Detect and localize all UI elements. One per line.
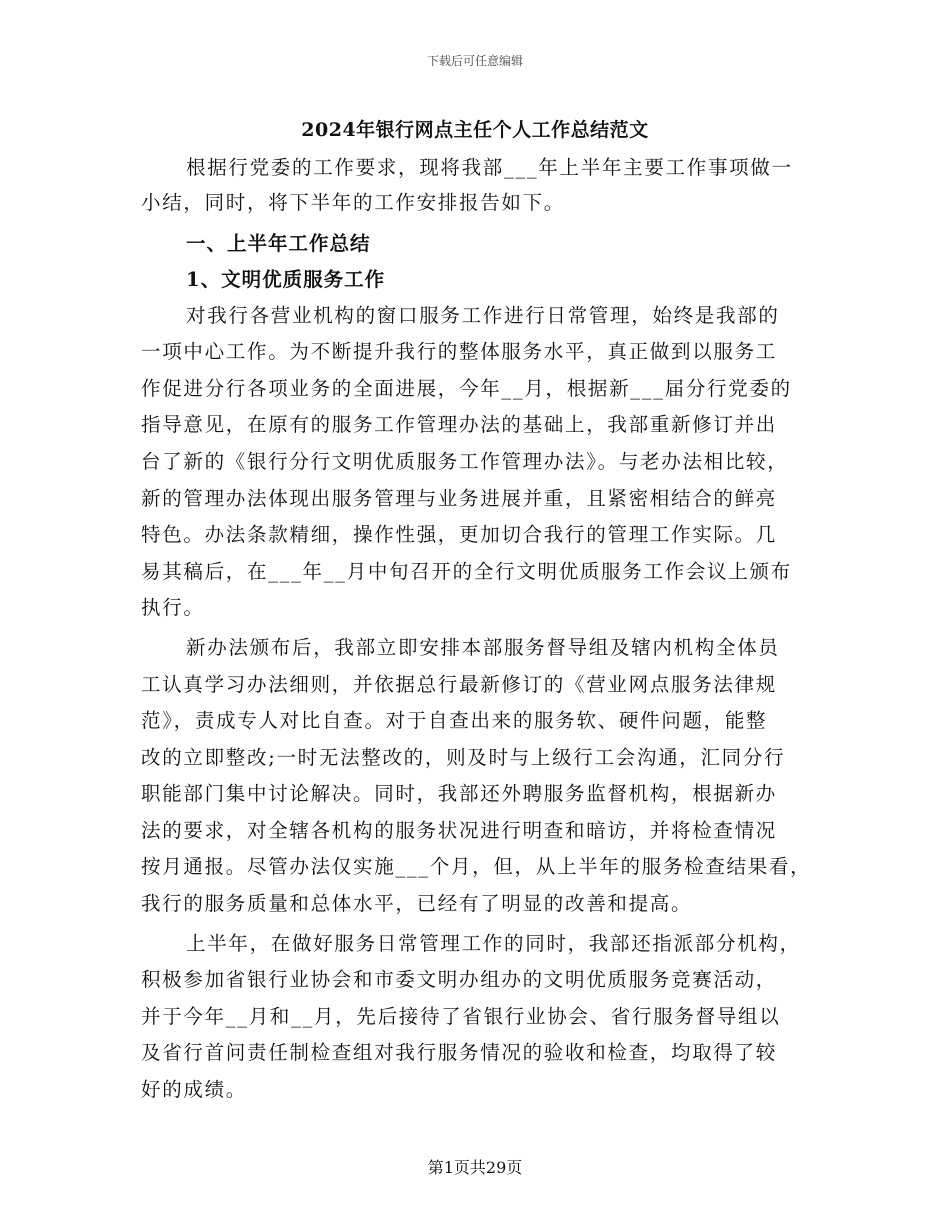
paragraph-line: 一项中心工作。为不断提升我行的整体服务水平，真正做到以服务工 [141, 340, 778, 363]
paragraph-line: 好的成绩。 [141, 1078, 248, 1101]
paragraph-line: 新的管理办法体现出服务管理与业务进展并重，且紧密相结合的鲜亮 [141, 487, 778, 510]
paragraph-line: 小结，同时，将下半年的工作安排报告如下。 [141, 191, 566, 214]
paragraph-line: 易其稿后，在___年__月中旬召开的全行文明优质服务工作会议上颁布 [141, 560, 792, 583]
paragraph-line: 作促进分行各项业务的全面进展，今年__月，根据新___届分行党委的 [141, 377, 792, 400]
paragraph-line: 新办法颁布后，我部立即安排本部服务督导组及辖内机构全体员 [186, 636, 780, 659]
paragraph-line: 范》，责成专人对比自查。对于自查出来的服务软、硬件问题，能整 [141, 709, 768, 732]
paragraph-line: 上半年，在做好服务日常管理工作的同时，我部还指派部分机构， [186, 932, 801, 955]
section-heading: 一、上半年工作总结 [186, 232, 371, 255]
paragraph-line: 特色。办法条款精细，操作性强，更加切合我行的管理工作实际。几 [141, 523, 778, 546]
paragraph-line: 改的立即整改;一时无法整改的，则及时与上级行工会沟通，汇同分行 [141, 746, 786, 769]
paragraph-line: 我行的服务质量和总体水平，已经有了明显的改善和提高。 [141, 892, 693, 915]
paragraph-line: 对我行各营业机构的窗口服务工作进行日常管理，始终是我部的 [186, 304, 780, 327]
paragraph-line: 根据行党委的工作要求，现将我部___年上半年主要工作事项做一 [186, 156, 793, 179]
page-header-note: 下载后可任意编辑 [426, 54, 523, 68]
paragraph-line: 工认真学习办法细则，并依据总行最新修订的《营业网点服务法律规 [141, 673, 778, 696]
paragraph-line: 台了新的《银行分行文明优质服务工作管理办法》。与老办法相比较， [141, 450, 789, 473]
document-title: 2024年银行网点主任个人工作总结范文 [301, 119, 649, 141]
paragraph-line: 按月通报。尽管办法仅实施___个月，但，从上半年的服务检查结果看， [141, 855, 812, 878]
paragraph-line: 指导意见，在原有的服务工作管理办法的基础上，我部重新修订并出 [141, 413, 778, 436]
paragraph-line: 并于今年__月和__月，先后接待了省银行业协会、省行服务督导组以 [141, 1005, 781, 1028]
paragraph-line: 执行。 [141, 596, 205, 619]
paragraph-line: 职能部门集中讨论解决。同时，我部还外聘服务监督机构，根据新办 [141, 782, 778, 805]
paragraph-line: 及省行首问责任制检查组对我行服务情况的验收和检查，均取得了较 [141, 1041, 778, 1064]
subsection-heading: 1、文明优质服务工作 [186, 268, 386, 291]
paragraph-line: 积极参加省银行业协会和市委文明办组办的文明优质服务竞赛活动， [141, 968, 778, 991]
paragraph-line: 法的要求，对全辖各机构的服务状况进行明查和暗访，并将检查情况 [141, 819, 778, 842]
page-number: 第1页共29页 [427, 1158, 523, 1177]
